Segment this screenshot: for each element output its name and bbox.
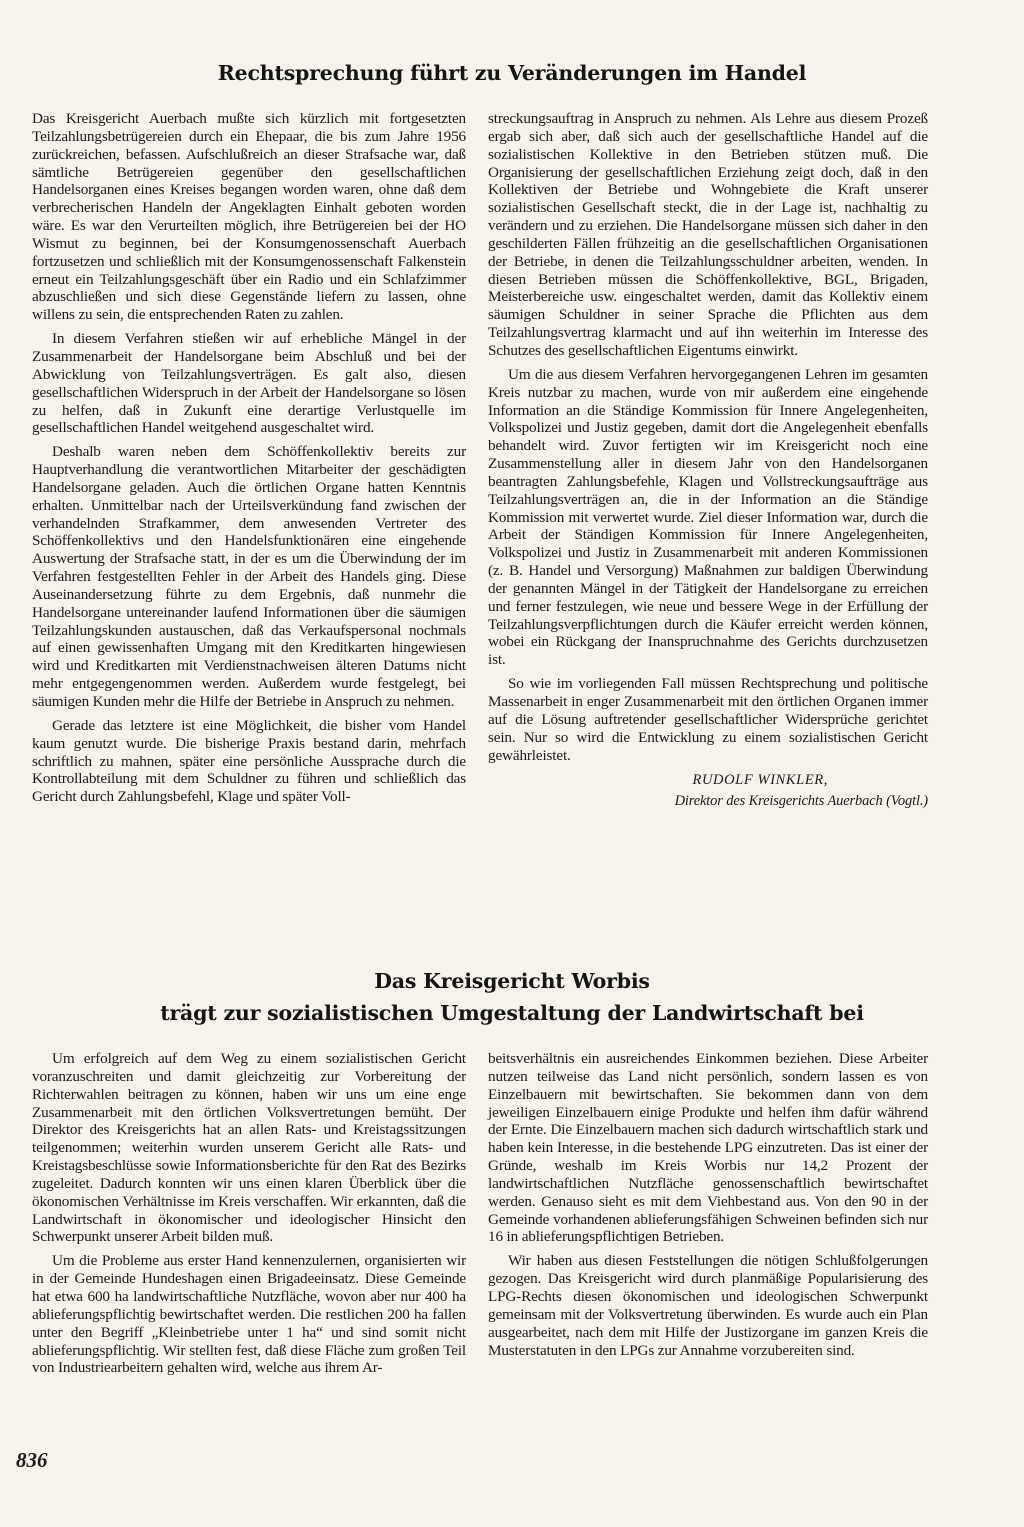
paragraph: Deshalb waren neben dem Schöffenkollektiv bereits zur Hauptverhandlung die verantwortlichen Mitarbeiter der geschädigten Handelsorgane geladen. Auch die örtlichen Organe hatten Kenntnis erhalten. Unmittelbar nach der Urteilsverkündung fand zwischen der verhandelnden Strafkammer, dem anwesenden Vertreter des Schöffenkollektivs und den Handelsfunktionären eine eingehende Auswertung der Strafsache statt, in der es um die Überwindung der im Verfahren festgestellten Fehler in der Arbeit des Handels ging. Diese Auseinandersetzung führte zu dem Ergebnis, daß nunmehr die Handelsorgane untereinander laufend Informationen über die säumigen Teilzahlungskunden austauschen, daß das Verkaufspersonal nochmals auf einen gewissenhaften Umgang mit den Kreditkarten hingewiesen wird und Kreditkarten mit Verdienstnachweisen älteren Datums nicht mehr entgegengenommen werden. Außerdem wurde festgelegt, bei säumigen Kunden mehr die Hilfe der Betriebe in Anspruch zu nehmen.	[32, 443, 466, 710]
page-number: 836	[16, 1448, 48, 1472]
paragraph: In diesem Verfahren stießen wir auf erhebliche Mängel in der Zusammenarbeit der Handelsorgane beim Abschluß und bei der Abwicklung von Teilzahlungsverträgen. Es galt also, diesen gesellschaftlichen Widerspruch in der Arbeit der Handelsorgane so lösen zu helfen, daß in Zukunft eine derartige Verlustquelle im gesellschaftlichen Handel weitgehend ausgeschaltet wird.	[32, 330, 466, 437]
paragraph: Um die Probleme aus erster Hand kennenzulernen, organisierten wir in der Gemeinde Hundeshagen einen Brigadeeinsatz. Diese Gemeinde hat etwa 600 ha landwirtschaftliche Nutzfläche, wovon aber nur 400 ha ablieferungspflichtig bewirtschaftet werden. Die restlichen 200 ha fallen unter den Begriff „Kleinbetriebe unter 1 ha“ und sind somit nicht ablieferungspflichtig. Wir stellten fest, daß diese Fläche zum großen Teil von Industriearbeitern gehalten wird, welche aus ihrem Ar-	[32, 1252, 466, 1377]
paragraph: So wie im vorliegenden Fall müssen Rechtsprechung und politische Massenarbeit in enger Zusammenarbeit mit den örtlichen Organen immer auf die Lösung auftretender gesellschaftlicher Widersprüche gerichtet sein. Nur so wird die Entwicklung zu einem sozialistischen Gericht gewährleistet.	[488, 675, 928, 764]
paragraph: Um erfolgreich auf dem Weg zu einem sozialistischen Gericht voranzuschreiten und damit gleichzeitig zur Vorbereitung der Richterwahlen beitragen zu können, haben wir uns um eine enge Zusammenarbeit mit den örtlichen Volksvertretungen bemüht. Der Direktor des Kreisgerichts hat an allen Rats- und Kreistagssitzungen teilgenommen; weiterhin wurden unserem Gericht alle Rats- und Kreistagsbeschlüsse sowie Informationsberichte für den Rat des Bezirks zugeleitet. Dadurch konnten wir uns einen klaren Überblick über die ökonomischen Verhältnisse im Kreis verschaffen. Wir erkannten, daß die Landwirtschaft in ökonomischer und ideologischer Hinsicht den Schwerpunkt unserer Arbeit bilden muß.	[32, 1050, 466, 1246]
paragraph: Wir haben aus diesen Feststellungen die nötigen Schlußfolgerungen gezogen. Das Kreisgericht wird durch planmäßige Popularisierung des LPG-Rechts diesen ökonomischen und ideologischen Schwerpunkt gemeinsam mit der Volksvertretung überwinden. Es wurde auch ein Plan ausgearbeitet, nach dem mit Hilfe der Justizorgane im ganzen Kreis die Musterstatuten in den LPGs zur Annahme vorzubereiten sind.	[488, 1252, 928, 1359]
article-1-title: Rechtsprechung führt zu Veränderungen im Handel	[217, 61, 807, 85]
article-2-title-line-1: Das Kreisgericht Worbis	[374, 969, 650, 993]
paragraph: Um die aus diesem Verfahren hervorgegangenen Lehren im gesamten Kreis nutzbar zu machen, wurde von mir außerdem eine eingehende Information an die Ständige Kommission für Innere Angelegenheiten, Volkspolizei und Justiz gegeben, damit dort die Angelegenheit ebenfalls behandelt wird. Zuvor fertigten wir im Kreisgericht noch eine Zusammenstellung aller in diesem Jahr von den Handelsorganen beantragten Zahlungsbefehle, Klagen und Vollstreckungsaufträge aus Teilzahlungsverträgen an, die in der Information an die Ständige Kommission mit verwertet wurde. Ziel dieser Information war, durch die Arbeit der Ständigen Kommission für Innere Angelegenheiten, Volkspolizei und Justiz in Zusammenarbeit mit anderen Kommissionen (z. B. Handel und Versorgung) Maßnahmen zur baldigen Überwindung der genannten Mängel in der Tätigkeit der Handelsorgane zu erreichen und ferner festzulegen, wie neue und bessere Wege in der Erfüllung der Teilzahlungsverpflichtungen durch die Käufer erreicht werden können, wobei ein Rückgang der Inanspruchnahme des Gerichts durchzusetzen ist.	[488, 365, 928, 669]
paragraph: Das Kreisgericht Auerbach mußte sich kürzlich mit fortgesetzten Teilzahlungsbetrügereien durch ein Ehepaar, die bis zum Jahre 1956 zurückreichen, befassen. Aufschlußreich an dieser Strafsache war, daß sämtliche Betrügereien gegenüber den gesellschaftlichen Handelsorganen eines Kreises begangen worden waren, ohne daß dem verbrecherischen Handeln der Angeklagten Einhalt geboten worden wäre. Es war den Verurteilten möglich, ihre Betrügereien bei der HO Wismut zu beginnen, bei der Konsumgenossenschaft Auerbach fortzusetzen und schließlich mit der Konsumgenossenschaft Falkenstein erneut ein Teilzahlungsgeschäft über ein Radio und ein Schlafzimmer abzuschließen und sich diese Gegenstände liefern zu lassen, ohne willens zu sein, die entsprechenden Raten zu zahlen.	[32, 110, 466, 324]
article-2-column-right	[488, 1050, 928, 1365]
article-2-title-line-2: trägt zur sozialistischen Umgestaltung der Landwirtschaft bei	[160, 1001, 864, 1025]
paragraph: streckungsauftrag in Anspruch zu nehmen. Als Lehre aus diesem Prozeß ergab sich aber, daß sich auch der gesellschaftliche Handel auf die sozialistischen Kollektive in den Betrieben stützen muß. Die Organisierung der gesellschaftlichen Erziehung zeigt doch, daß in den Kollektiven der Betriebe und Wohngebiete die Kraft unserer sozialistischen Gesellschaft steckt, die in der Lage ist, nachhaltig zu verändern und zu erziehen. Die Handelsorgane müssen sich daher in den geschilderten Fällen frühzeitig an die gesellschaftlichen Organisationen der Betriebe, in denen die Teilzahlungsschuldner arbeiten, wenden. In diesen Betrieben müssen die Schöffenkollektive, BGL, Brigaden, Meisterbereiche usw. eingeschaltet werden, damit das Kollektiv einem säumigen Schuldner in seiner Sprache die Pflichten aus dem Teilzahlungsvertrag klarmacht und auf ihn weiterhin im Interesse des Schutzes des gesellschaftlichen Eigentums einwirkt.	[488, 110, 928, 359]
author-name: RUDOLF WINKLER,	[692, 772, 828, 789]
paragraph: Gerade das letztere ist eine Möglichkeit, die bisher vom Handel kaum genutzt wurde. Die bisherige Praxis bestand darin, mehrfach schriftlich zu mahnen, später eine persönliche Aussprache durch die Kontrollabteilung mit dem Schuldner zu führen und schließlich das Gericht durch Zahlungsbefehl, Klage und später Voll-	[32, 716, 466, 806]
article-1-column-right	[488, 110, 928, 812]
article-1-column-left	[32, 110, 466, 812]
article-2-column-left	[32, 1050, 466, 1383]
signature-block	[488, 770, 928, 812]
paragraph: beitsverhältnis ein ausreichendes Einkommen beziehen. Diese Arbeiter nutzen teilweise das Land nicht persönlich, sondern lassen es von Einzelbauern mit bewirtschaften. Sie bekommen dann von dem jeweiligen Einzelbauern einige Produkte und helfen ihm dafür während der Ernte. Die Einzelbauern machen sich dadurch wirtschaftlich stark und haben kein Interesse, in die bestehende LPG einzutreten. Das ist einer der Gründe, weshalb im Kreis Worbis nur 14,2 Prozent der landwirtschaftlichen Nutzfläche genossenschaftlich bewirtschaftet werden. Genauso sieht es mit dem Viehbestand aus. Von den 90 in der Gemeinde vorhandenen ablieferungsfähigen Schweinen befinden sich nur 16 in ablieferungspflichtigen Betrieben.	[488, 1050, 928, 1246]
author-role: Direktor des Kreisgerichts Auerbach (Vogtl.)	[674, 793, 928, 810]
